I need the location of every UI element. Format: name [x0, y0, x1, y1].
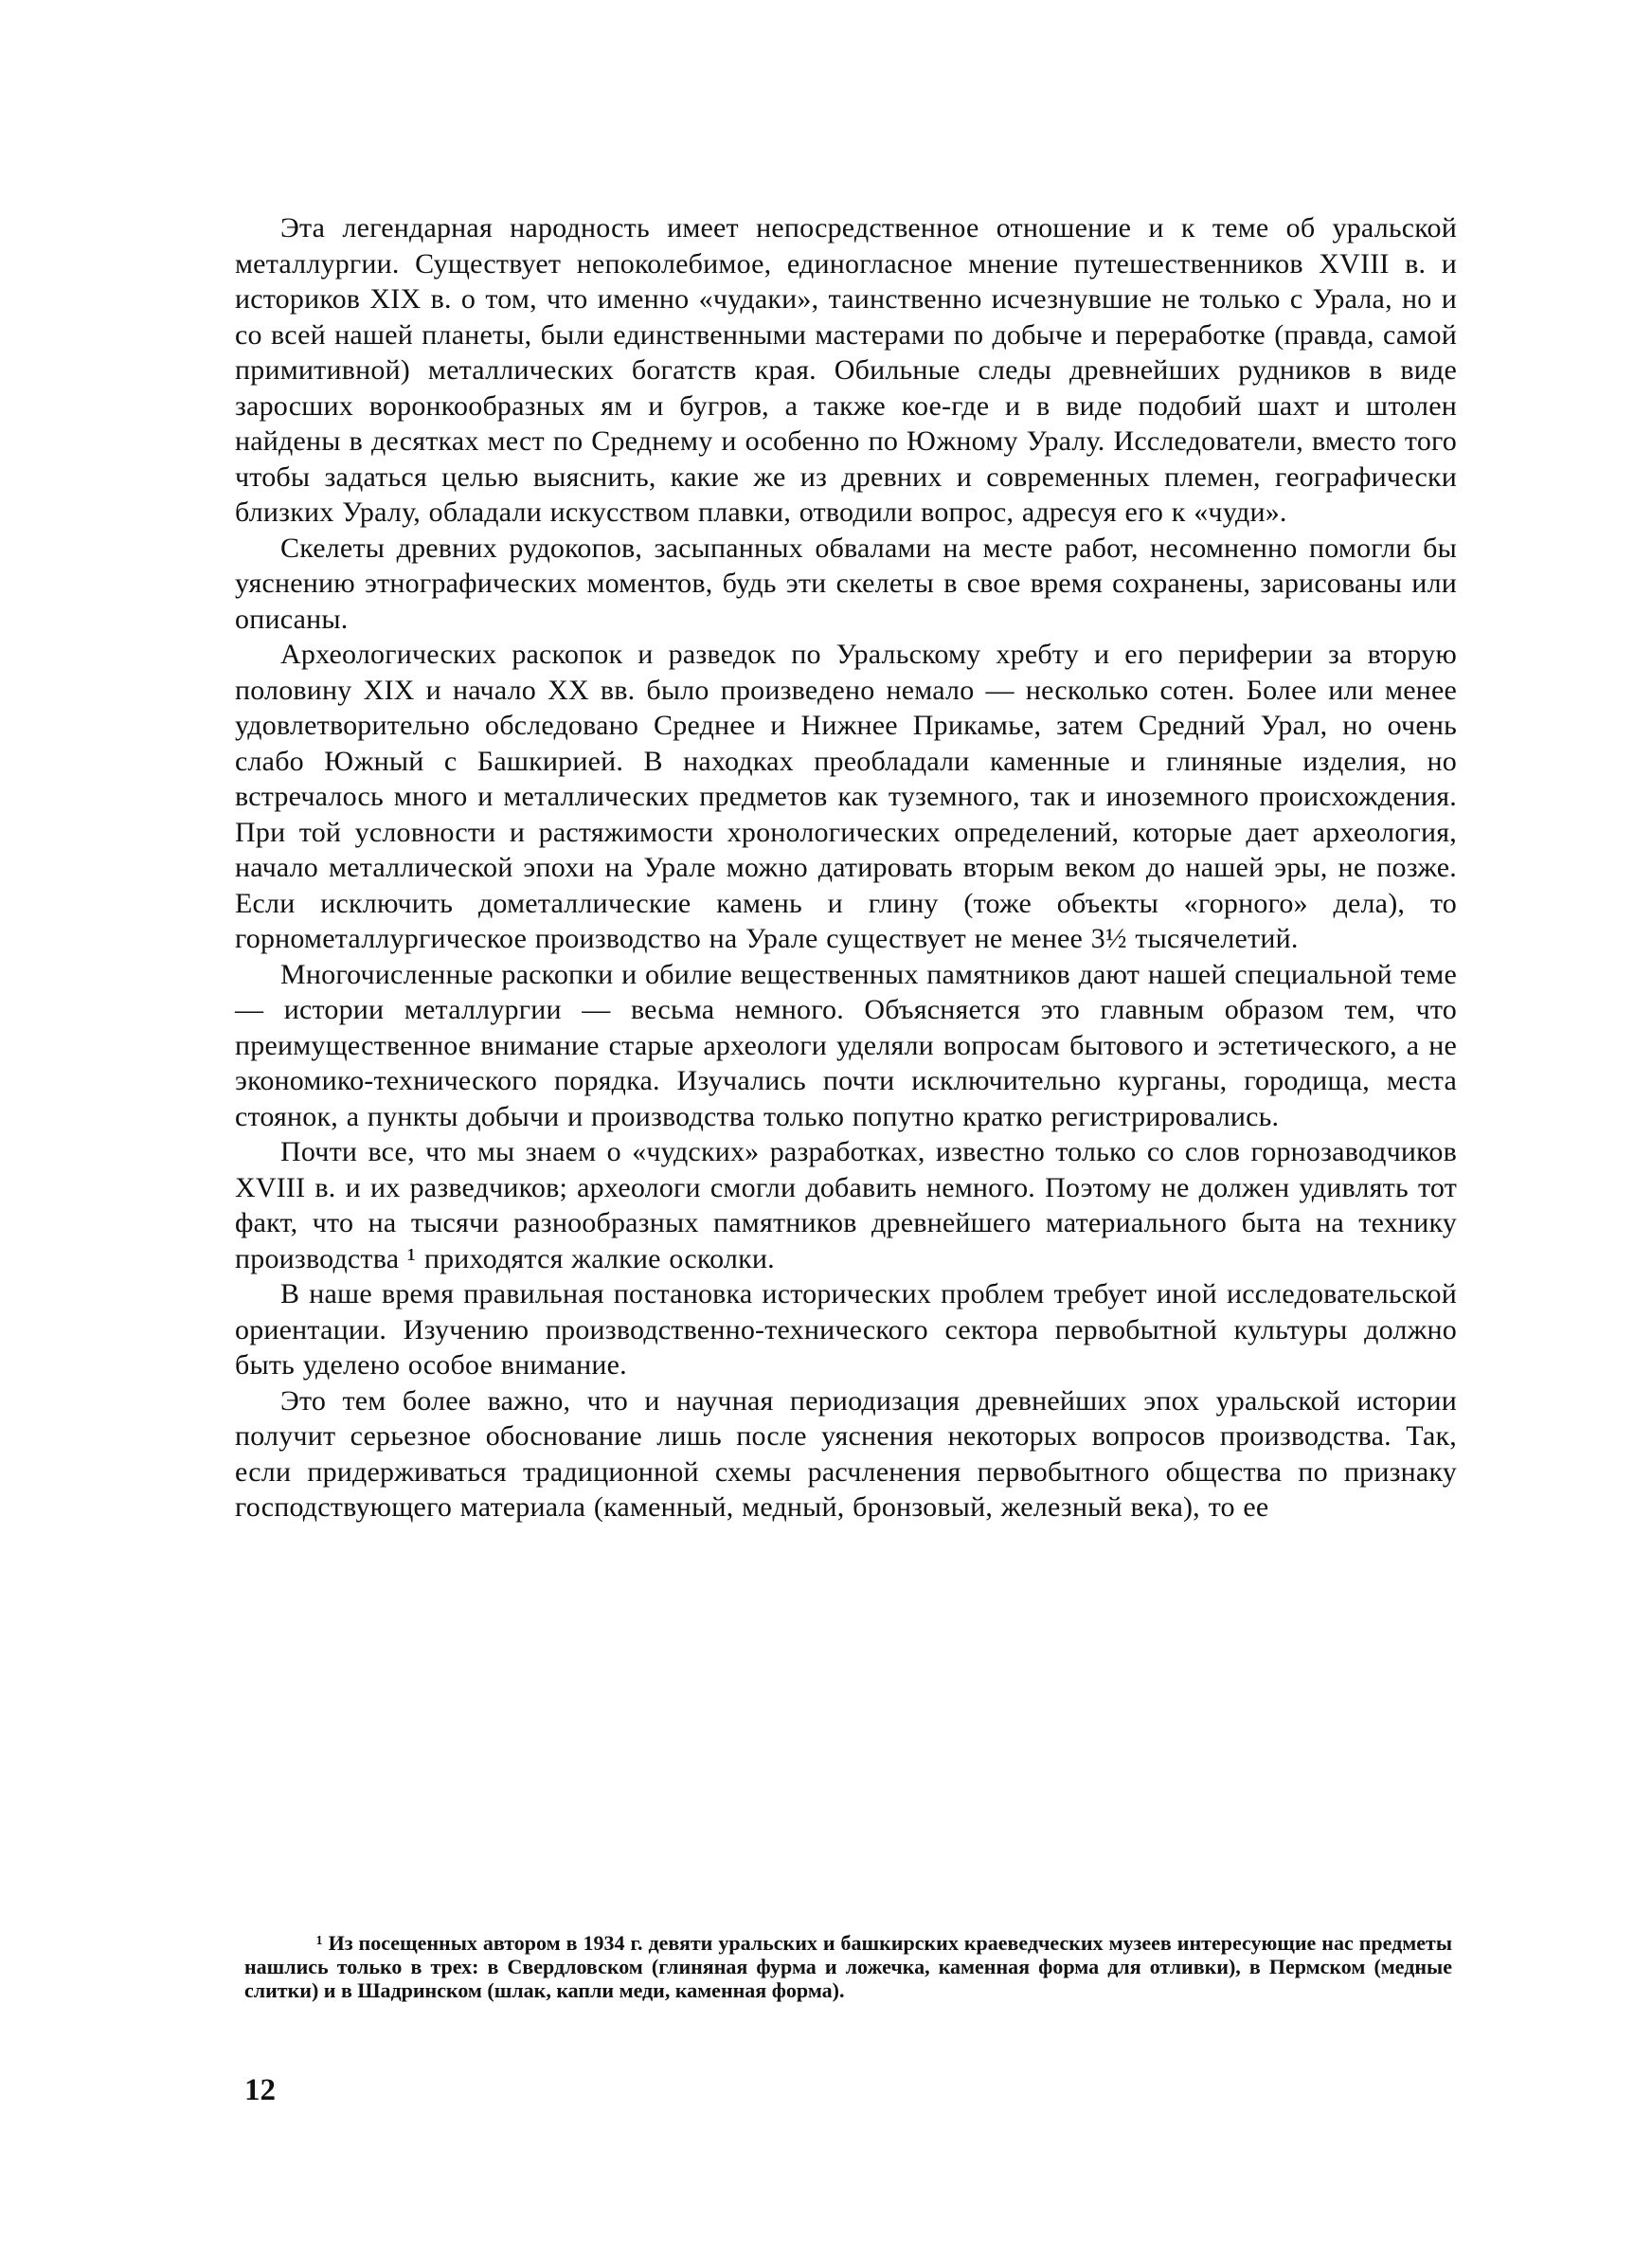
footnote-museums: ¹ Из посещенных автором в 1934 г. девяти уральских и башкирских краеведческих музеев интересующие нас предметы нашлись только в трех: в Свердловском (глиняная фурма и ложечка, каменная форма для отливки), в Пермском (медные слитки) и в Шадринском (шлак, капли меди, каменная форма). [244, 1931, 1452, 2002]
paragraph-excavations: Археологических раскопок и разведок по Уральскому хребту и его периферии за вторую половину XIX и начало XX вв. было произведено немало — несколько сотен. Более или менее удовлетворительно обследовано Среднее и Нижнее Прикамье, затем Средний Урал, но очень слабо Южный с Башкирией. В находках преобладали каменные и глиняные изделия, но встречалось много и металлических предметов как туземного, так и иноземного происхождения. При той условности и растяжимости хронологических определений, которые дает археология, начало металлической эпохи на Урале можно датировать вторым веком до нашей эры, не позже. Если исключить дометаллические камень и глину (тоже объекты «горного» дела), то горнометаллургическое производство на Урале существует не менее 3½ тысячелетий. [235, 639, 1457, 954]
main-text [235, 210, 1457, 1526]
paragraph-periodization: Это тем более важно, что и научная периодизация древнейших эпох уральской истории получит серьезное обоснование лишь после уяснения некоторых вопросов производства. Так, если придерживаться традиционной схемы расчленения первобытного общества по признаку господствующего материала (каменный, медный, бронзовый, железный века), то ее [235, 1384, 1457, 1523]
paragraph-chud-workings: Почти все, что мы знаем о «чудских» разработках, известно только со слов горнозаводчиков XVIII в. и их разведчиков; археологи смогли добавить немного. Поэтому не должен удивлять тот факт, что на тысячи разнообразных памятников древнейшего материального быта на технику производства ¹ приходятся жалкие осколки. [235, 1136, 1457, 1274]
paragraph-chud-legend: Эта легендарная народность имеет непосредственное отношение и к теме об уральской металлургии. Существует непоколебимое, единогласное мнение путешественников XVIII в. и историков XIX в. о том, что именно «чудаки», таинственно исчезнувшие не только с Урала, но и со всей нашей планеты, были единственными мастерами по добыче и переработке (правда, самой примитивной) металлических богатств края. Обильные следы древнейших рудников в виде заросших воронкообразных ям и бугров, а также кое-где и в виде подобий шахт и штолен найдены в десятках мест по Среднему и особенно по Южному Уралу. Исследователи, вместо того чтобы задаться целью выяснить, какие же из древних и современных племен, географически близких Уралу, обладали искусством плавки, отводили вопрос, адресуя его к «чуди». [235, 212, 1457, 528]
paragraph-research-orientation: В наше время правильная постановка исторических проблем требует иной исследовательской ориентации. Изучению производственно-технического сектора первобытной культуры должно быть уделено особое внимание. [235, 1278, 1457, 1381]
page-number: 12 [244, 2073, 276, 2107]
footnotes [244, 1931, 1452, 2002]
paragraph-skeletons: Скелеты древних рудокопов, засыпанных обвалами на месте работ, несомненно помогли бы уяснению этнографических моментов, будь эти скелеты в свое время сохранены, зарисованы или описаны. [235, 532, 1457, 635]
paragraph-monuments: Многочисленные раскопки и обилие вещественных памятников дают нашей специальной теме — истории металлургии — весьма немного. Объясняется это главным образом тем, что преимущественное внимание старые археологи уделяли вопросам бытового и эстетического, а не экономико-технического порядка. Изучались почти исключительно курганы, городища, места стоянок, а пункты добычи и производства только попутно кратко регистрировались. [235, 958, 1457, 1132]
